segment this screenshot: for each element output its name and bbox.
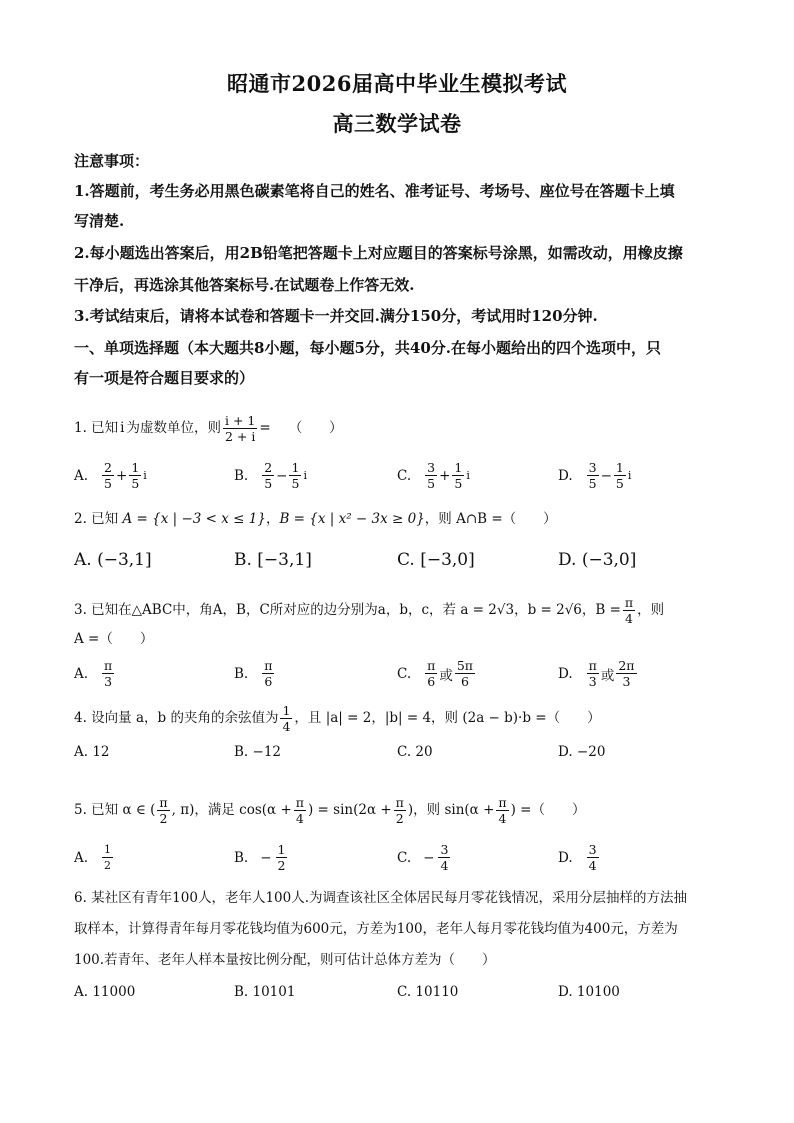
imag-unit: i <box>627 469 632 482</box>
q2-stem-tail: ，则 A∩B =（ ） <box>424 511 557 527</box>
or-word: 或 <box>439 667 453 684</box>
q4-stem-prefix: 4. 设向量 a，b 的夹角的余弦值为 <box>74 710 279 726</box>
q2-option-c: C. [−3,0] <box>397 550 475 570</box>
question-5-stem <box>74 788 724 832</box>
section-1-line-1: 一、单项选择题（本大题共8小题，每小题5分，共40分.在每小题给出的四个选项中，只 <box>74 339 661 357</box>
operator: + <box>439 467 451 484</box>
q3-stem: 3. 已知在△ABC中，角A，B，C所对应的边分别为a，b，c，若 a = 2√3，b = 2√6，B = <box>74 602 621 618</box>
q1-imag-unit: i <box>120 420 125 436</box>
frac-num: 1 <box>277 842 286 857</box>
q4-option-a: A. 12 <box>74 744 110 760</box>
q5-stem-d: )，则 sin(α + <box>407 802 495 818</box>
q2-set-b: B = {x | x² − 3x ≥ 0} <box>279 511 425 527</box>
option-label: D. <box>558 665 573 682</box>
q3-stem-tail: ，则 <box>637 602 665 618</box>
question-6-line-3: 100.若青年、老年人样本量按比例分配，则可估计总体方差为（ ） <box>74 952 496 968</box>
frac-num: 3 <box>440 842 449 857</box>
q6-option-c: C. 10110 <box>397 984 459 1000</box>
frac-den: 2 <box>277 858 286 873</box>
frac-den: 5 <box>264 476 273 491</box>
exam-subtitle: 高三数学试卷 <box>332 111 462 136</box>
q1-fraction <box>223 413 257 444</box>
q4-option-d: D. −20 <box>558 744 606 760</box>
frac-num: 1 <box>454 460 463 475</box>
q6-option-a: A. 11000 <box>74 984 136 1000</box>
frac-den: 6 <box>427 674 436 689</box>
q2-option-d: D. (−3,0] <box>558 550 637 570</box>
q4-option-b: B. −12 <box>234 744 281 760</box>
frac-den: 5 <box>588 476 597 491</box>
frac-num: π <box>624 594 634 610</box>
q1-stem-middle: 为虚数单位，则 <box>126 420 221 436</box>
q1-fraction-numerator: i + 1 <box>225 412 256 428</box>
frac-num: 2 <box>264 460 273 475</box>
option-label: D. <box>558 467 573 484</box>
q5-option-b <box>234 842 289 873</box>
q6-option-b: B. 10101 <box>234 984 296 1000</box>
imag-unit: i <box>143 469 147 482</box>
q3-option-c <box>397 658 477 689</box>
q1-option-b <box>234 460 307 491</box>
q2-option-b: B. [−3,1] <box>234 550 312 570</box>
q2-stem-prefix: 2. 已知 <box>74 511 119 527</box>
operator: − <box>276 467 288 484</box>
q5-stem-b: , π)，满足 cos(α + <box>171 802 292 818</box>
notice-item-2-line-2: 干净后，再选涂其他答案标号.在试题卷上作答无效. <box>74 276 415 294</box>
option-label: B. <box>234 665 249 682</box>
q5-stem-c: ) = sin(2α + <box>307 802 392 818</box>
q6-option-d: D. 10100 <box>558 984 620 1000</box>
question-4-stem <box>74 700 724 736</box>
q3-option-d <box>558 658 639 689</box>
frac-num: π <box>427 658 436 673</box>
q3-option-a <box>74 658 116 689</box>
q1-option-c <box>397 460 470 491</box>
frac-den: 4 <box>295 810 304 826</box>
option-label: B. <box>234 849 249 866</box>
option-label: C. <box>397 849 412 866</box>
frac-den: 6 <box>264 674 273 689</box>
question-6-line-1: 6. 某社区有青年100人，老年人100人.为调查该社区全体居民每月零花钱情况，采用分层抽样的方法抽 <box>74 890 687 906</box>
sign: − <box>260 849 272 866</box>
operator: − <box>600 467 612 484</box>
q5-option-c <box>397 842 452 873</box>
notice-heading: 注意事项： <box>74 152 150 170</box>
q1-option-a <box>74 460 147 491</box>
option-label: A. <box>74 849 89 866</box>
frac-num: π <box>264 658 273 673</box>
notice-item-1-line-1: 1.答题前，考生务必用黑色碳素笔将自己的姓名、准考证号、考场号、座位号在答题卡上填 <box>74 182 675 200</box>
frac-den: 3 <box>622 674 631 689</box>
q2-separator: ， <box>265 511 280 527</box>
q1-blank: （ ） <box>288 420 343 436</box>
option-label: A. <box>74 467 89 484</box>
frac-num: 5π <box>456 658 474 673</box>
notice-item-2-line-1: 2.每小题选出答案后，用2B铅笔把答题卡上对应题目的答案标号涂黑，如需改动，用橡皮擦 <box>74 244 683 262</box>
frac-den: 4 <box>498 810 507 826</box>
q5-option-d <box>558 842 601 873</box>
q1-stem-prefix: 1. 已知 <box>74 420 119 436</box>
q5-option-a <box>74 842 115 873</box>
frac-num: π <box>104 658 113 673</box>
frac-num: 1 <box>104 843 112 856</box>
q2-set-a: A = {x | −3 < x ≤ 1} <box>122 511 266 527</box>
frac-num: 2 <box>104 460 112 475</box>
question-6-line-2: 取样本，计算得青年每月零花钱均值为600元，方差为100，老年人每月零花钱均值为400元，方差为 <box>74 921 678 937</box>
frac-den: 2 <box>395 810 404 826</box>
question-1-stem <box>74 404 724 452</box>
frac-den: 5 <box>615 476 624 491</box>
frac-num: 3 <box>588 842 597 857</box>
q5-stem-e: ) =（ ） <box>510 802 586 818</box>
frac-den: 5 <box>131 476 140 491</box>
frac-num: 1 <box>282 702 291 718</box>
frac-num: 3 <box>588 460 597 475</box>
frac-den: 3 <box>104 674 113 689</box>
q4-option-c: C. 20 <box>397 744 433 760</box>
frac-num: π <box>498 794 507 810</box>
frac-num: π <box>395 794 404 810</box>
frac-num: π <box>295 794 304 810</box>
frac-den: 4 <box>625 610 633 626</box>
q3-option-b <box>234 658 276 689</box>
frac-num: π <box>159 794 168 810</box>
frac-den: 5 <box>104 476 112 491</box>
q1-equals: = <box>259 420 271 436</box>
frac-den: 2 <box>104 859 112 872</box>
or-word: 或 <box>600 667 615 684</box>
frac-den: 5 <box>427 476 436 491</box>
frac-den: 4 <box>440 858 449 873</box>
question-3-stem-line-1 <box>74 590 724 630</box>
frac-den: 5 <box>454 476 463 491</box>
q4-stem-tail: ，且 |a| = 2，|b| = 4，则 (2a − b)·b =（ ） <box>294 710 601 726</box>
imag-unit: i <box>303 469 307 482</box>
frac-num: 1 <box>615 460 624 475</box>
frac-num: 1 <box>291 460 300 475</box>
question-3-stem-line-2: A =（ ） <box>74 631 154 647</box>
question-2-stem <box>74 510 724 528</box>
option-label: C. <box>397 665 412 682</box>
frac-den: 4 <box>588 858 597 873</box>
notice-item-3: 3.考试结束后，请将本试卷和答题卡一并交回.满分150分，考试用时120分钟. <box>74 307 598 325</box>
frac-den: 2 <box>159 810 168 826</box>
option-label: D. <box>558 849 573 866</box>
frac-den: 4 <box>282 718 291 734</box>
q5-stem-a: 5. 已知 α ∈ ( <box>74 802 156 818</box>
q1-option-d <box>558 460 631 491</box>
q1-fraction-denominator: 2 + i <box>225 428 256 444</box>
notice-item-1-line-2: 写清楚. <box>74 212 125 230</box>
option-label: C. <box>397 467 412 484</box>
sign: − <box>423 849 435 866</box>
frac-den: 6 <box>460 674 469 689</box>
operator: + <box>116 467 128 484</box>
section-1-line-2: 有一项是符合题目要求的） <box>74 369 255 387</box>
frac-num: π <box>588 658 597 673</box>
frac-den: 5 <box>291 476 300 491</box>
imag-unit: i <box>466 469 470 482</box>
q2-option-a: A. (−3,1] <box>74 550 152 570</box>
option-label: A. <box>74 665 89 682</box>
frac-num: 2π <box>618 658 635 673</box>
frac-num: 1 <box>131 460 140 475</box>
frac-num: 3 <box>427 460 436 475</box>
frac-den: 3 <box>588 674 597 689</box>
exam-title: 昭通市2026届高中毕业生模拟考试 <box>227 71 567 96</box>
option-label: B. <box>234 467 249 484</box>
